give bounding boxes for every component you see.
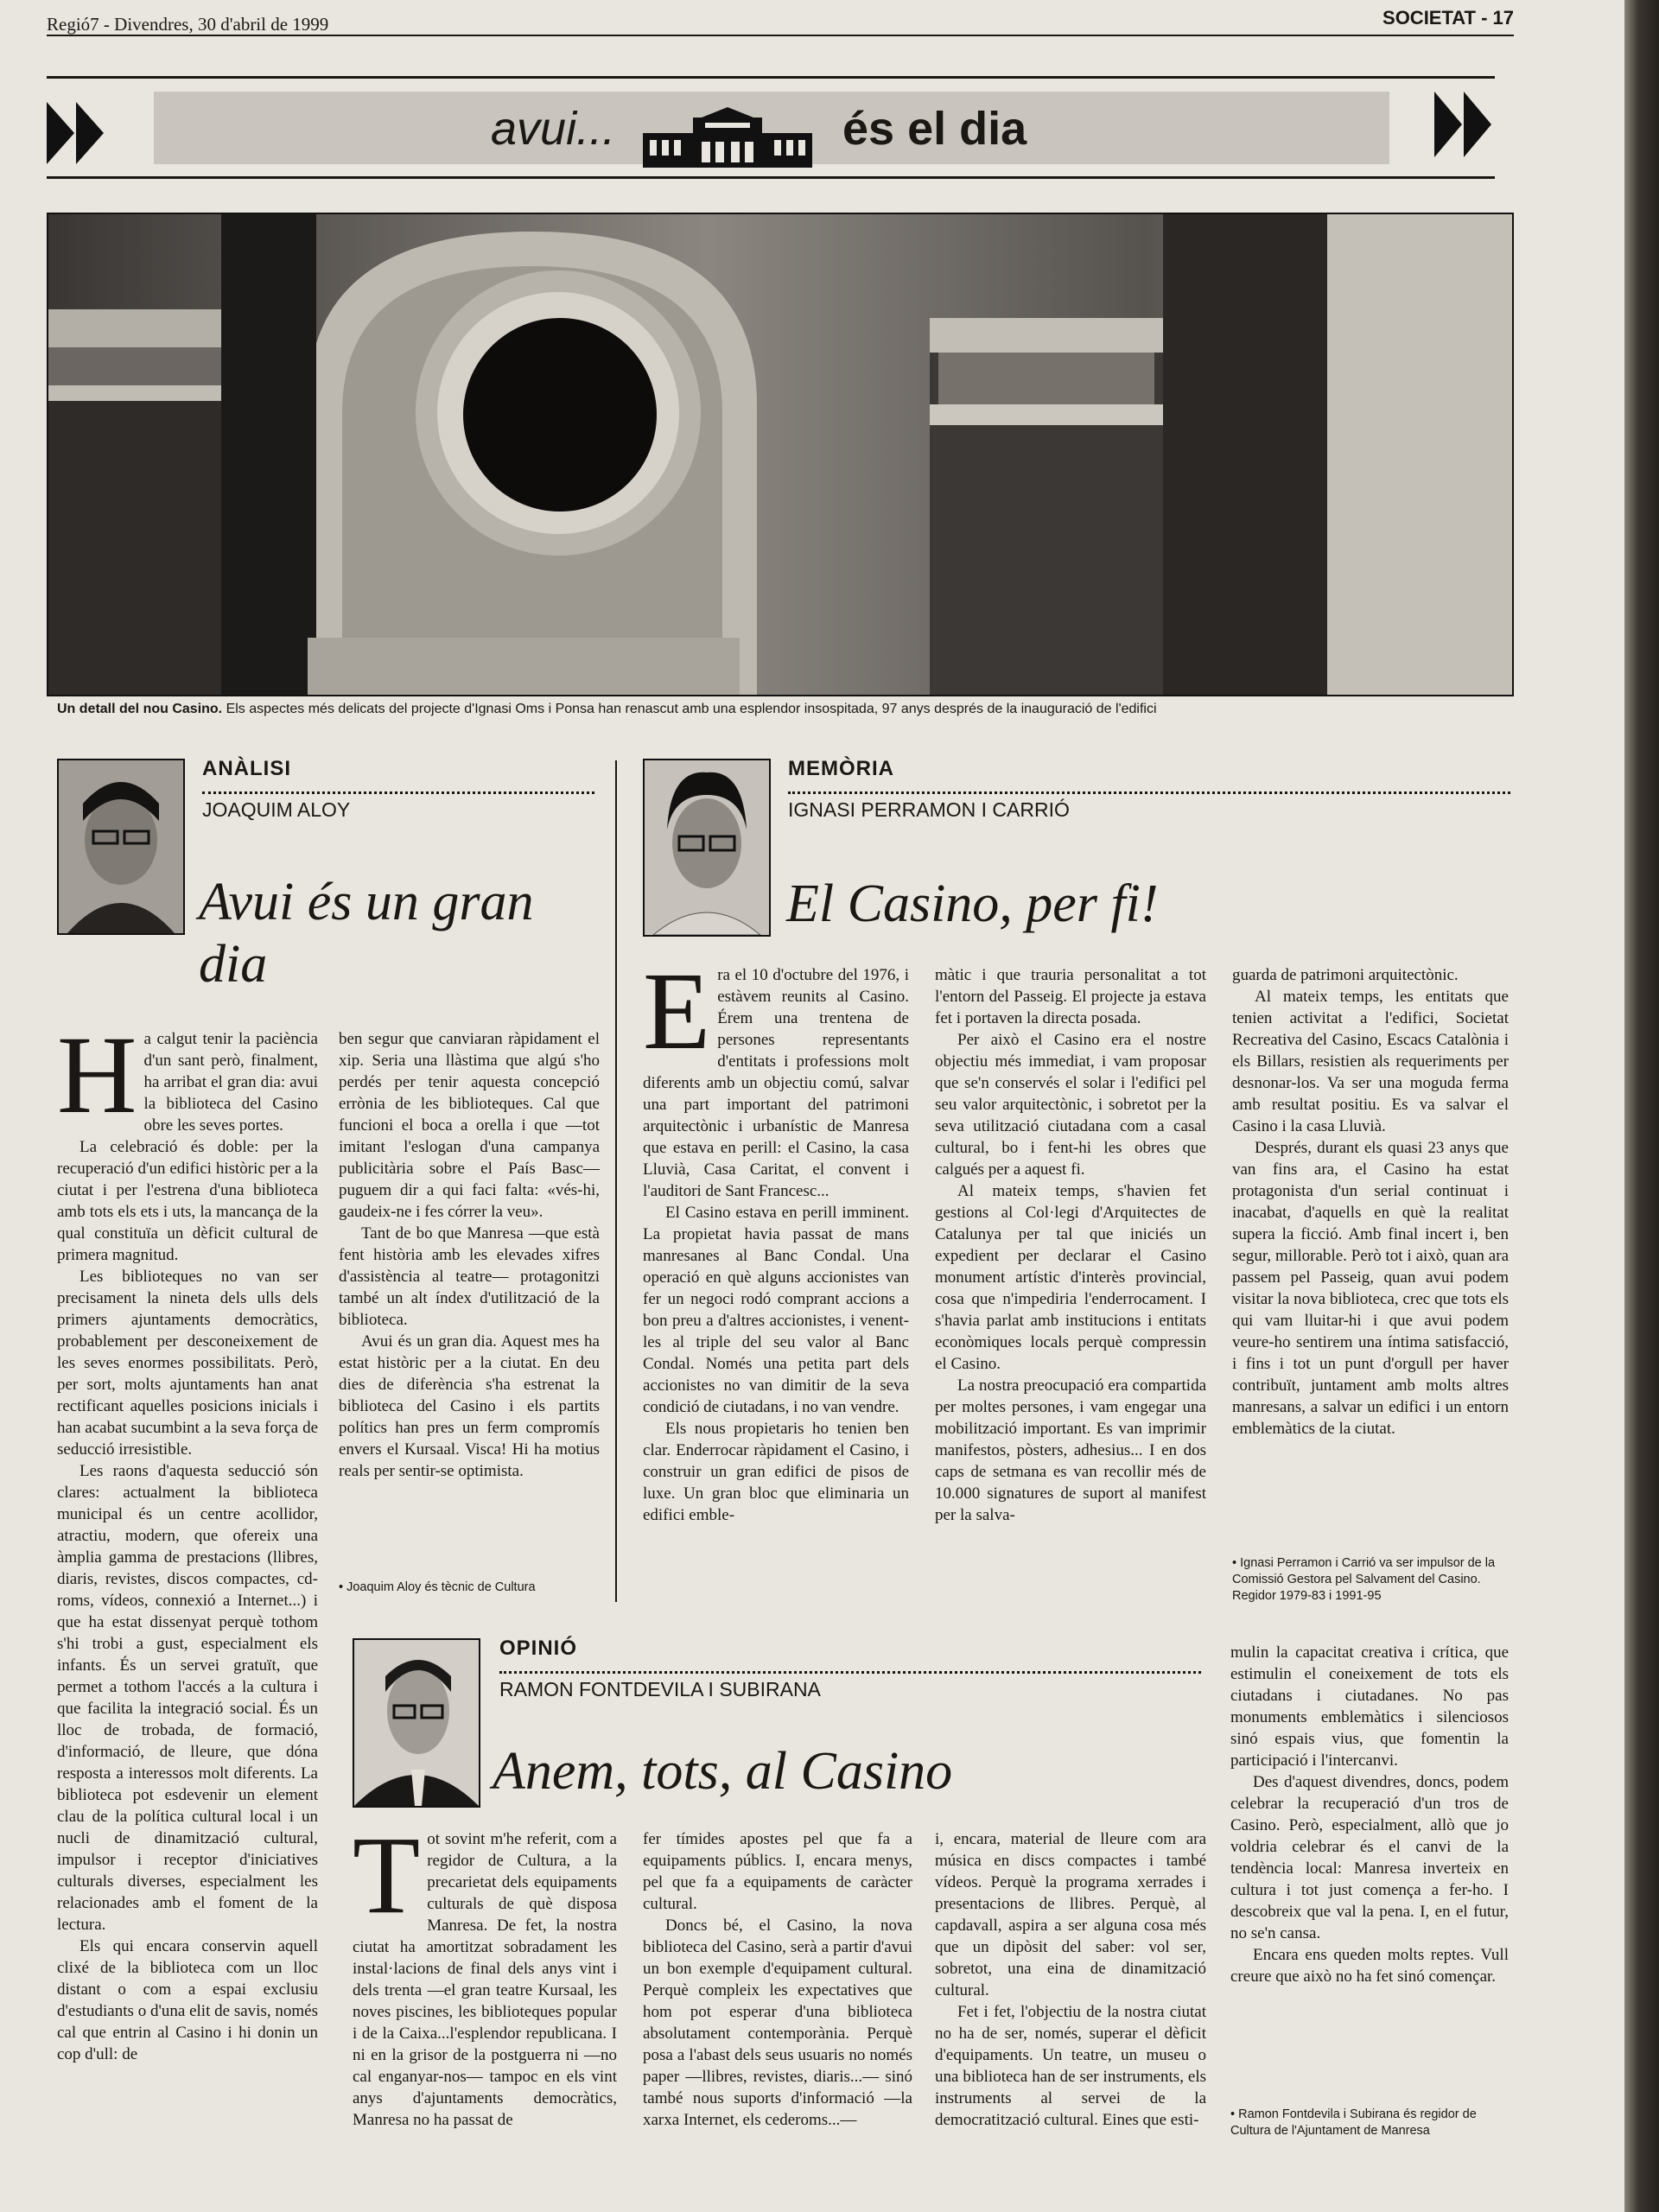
paragraph: Després, durant els quasi 23 anys que van fins ara, el Casino ha estat protagonista d'un serial continuat i inacabat, d'aquells en què la realitat supera la ficció. Amb final incert i, ben segur, millorable. Però tot i això, quan ara passem pel Passeig, quan avui podem visitar la nova biblioteca, crec que tots els qui vam lluitar-hi i que avui podem veure-ho sentirem una íntima satisfacció, i fins i tot un punt d'orgull per haver contribuït, juntament amb molts altres manresans, a salvar un edifici i un entorn emblemàtics de la ciutat. xyxy=(1232,1139,1509,1438)
paragraph: Encara ens queden molts reptes. Vull creure que això no ha fet sinó començar. xyxy=(1230,1946,1509,1986)
memoria-column-1 xyxy=(643,950,909,1526)
analisi-divider xyxy=(202,791,594,794)
opinio-author: RAMON FONTDEVILA I SUBIRANA xyxy=(499,1678,821,1700)
opinio-divider xyxy=(499,1671,1201,1674)
paragraph: màtic i que trauria personalitat a tot l'entorn del Passeig. El projecte ja estava fet i portaven la directa posada. xyxy=(935,966,1206,1027)
paragraph: mulin la capacitat creativa i crítica, que estimulin el coneixement de tots els ciutadans i ciutadanes. No pas monuments emblemàtics i silenciosos sinó espais vius, que fomentin la participació i l'intercanvi. xyxy=(1230,1643,1509,1770)
header-section: SOCIETAT - 17 xyxy=(1382,7,1514,29)
opinio-column-4 xyxy=(1230,1642,1509,1987)
opinio-author-note: • Ramon Fontdevila i Subirana és regidor de Cultura de l'Ajuntament de Manresa xyxy=(1230,2107,1477,2138)
analisi-column-1 xyxy=(57,1014,318,2065)
paragraph: Des d'aquest divendres, doncs, podem celebrar la recuperació d'un tros de Casino. Però, especialment, allò que jo voldria celebrar és el canvi de la tendència local: Manresa inverteix en cultura i tot just comença a fer-ho. I descobreix que val la pena. I, en el futur, no se'n cansa. xyxy=(1230,1773,1509,1942)
memoria-column-3 xyxy=(1232,964,1509,1440)
caption-text: Els aspectes més delicats del projecte d'Ignasi Oms i Ponsa han renascut amb una esplendor insospitada, 97 anys després de la inauguració de l'edifici xyxy=(222,702,1157,716)
opinio-column-3 xyxy=(935,1828,1206,2131)
banner-top-rule xyxy=(47,76,1495,79)
paragraph: ben segur que canviaran ràpidament el xip. Seria una llàstima que algú s'ho perdés per tenir aquesta concepció errònia de les biblioteques. Cal que funcioni el boca a orella i que —tot imitant l'eslogan d'una campanya publicitària sobre el País Basc— puguem dir a qui faci falta: «vés-hi, gaudeix-ne i fes córrer la veu». xyxy=(339,1030,600,1221)
memoria-kicker: MEMÒRIA xyxy=(788,757,894,780)
header-dateline: Regió7 - Divendres, 30 d'abril de 1999 xyxy=(47,14,329,35)
memoria-divider xyxy=(788,791,1510,794)
opinio-headline: Anem, tots, al Casino xyxy=(493,1742,953,1801)
avatar-joaquim-aloy xyxy=(57,759,185,935)
memoria-drop-cap: E xyxy=(643,950,711,1072)
analisi-drop-cap: H xyxy=(57,1014,137,1136)
opinio-column-1 xyxy=(353,1814,617,2131)
paragraph: fer tímides apostes pel que fa a equipaments públics. I, encara menys, pel que fa a equipaments de caràcter cultural. xyxy=(643,1830,912,1913)
paragraph: La celebració és doble: per la recuperació d'un edifici històric per a la ciutat i per l'estrena d'una biblioteca amb tots els ets i uts, la mancança de la qual constituïa un dèficit cultural de primera magnitud. xyxy=(57,1138,318,1264)
paragraph: guarda de patrimoni arquitectònic. xyxy=(1232,966,1459,984)
building-casino-icon xyxy=(641,107,814,174)
paragraph: Al mateix temps, les entitats que tenien activitat a l'edifici, Societat Recreativa del Casino, Escacs Catalònia i els Billars, resistien als requeriments per desnonar-los. Va ser una moguda ferma amb resultat positiu. Es va salvar el Casino i la casa Lluvià. xyxy=(1232,988,1509,1135)
paragraph: i, encara, material de lleure com ara música en discs compactes i també vídeos. Perquè la programa xerrades i presentacions de llibres. Perquè, al capdavall, aspira a ser alguna cosa més que un dipòsit del saber: vol ser, sobretot, una eina de dinamització cultural. xyxy=(935,1830,1206,1999)
paragraph: Al mateix temps, s'havien fet gestions al Col·legi d'Arquitectes de Catalunya per tal que iniciés un expedient per declarar el Casino monument artístic d'interès provincial, cosa que n'impediria l'enderrocament. I s'havia parlat amb institucions i entitats econòmiques locals perquè compressin el Casino. xyxy=(935,1182,1206,1373)
avatar-ignasi-perramon xyxy=(643,759,771,937)
banner-bottom-rule xyxy=(47,176,1495,179)
paragraph: Doncs bé, el Casino, la nova biblioteca del Casino, serà a partir d'avui un bon exemple d'equipament cultural. Perquè compleix les expectatives que hom pot esperar d'una biblioteca absolutament contemporània. Perquè posa a l'abast dels seus usuaris no només paper —llibres, revistes, diaris...— sinó també nous suports d'informació —la xarxa Internet, els cederoms...— xyxy=(643,1916,912,2129)
paragraph: El Casino estava en perill imminent. La propietat havia passat de mans manresanes al Banc Condal. Una operació en què alguns accionistes van fer un negoci rodó comprant accions a bon preu a d'altres accionistes, i venent-les al triple del seu valor al Banc Condal. Només una petita part dels accionistes no van dimitir de la seva condició de ciutadans, i no van vendre. xyxy=(643,1204,909,1416)
paragraph: Tant de bo que Manresa —que està fent història amb les elevades xifres d'assistència al teatre— protagonitzi també un alt índex d'utilització de la biblioteca. xyxy=(339,1224,600,1329)
photo-caption xyxy=(57,702,1509,717)
paragraph: ot sovint m'he referit, com a regidor de Cultura, a la precarietat dels equipaments culturals de què disposa Manresa. De fet, la nostra ciutat ha amortitzat sobradament les instal·lacions de final dels anys vint i dels trenta —el gran teatre Kursaal, les noves piscines, les biblioteques popular i de la Caixa...l'esplendor republicana. I ni en la grisor de la postguerra ni —no cal enganyar-nos— tampoc en els vint anys d'ajuntaments democràtics, Manresa no ha passat de xyxy=(353,1830,617,2129)
paragraph: Les biblioteques no van ser precisament la nineta dels ulls dels primers ajuntaments democràtics, probablement per desconeixement de les seves enormes possibilitats. Però, per sort, molts ajuntaments han anat rectificant aquelles posicions inicials i han acabat sucumbint a la seva força de seducció irresistible. xyxy=(57,1268,318,1459)
analisi-kicker: ANÀLISI xyxy=(202,757,291,780)
paragraph: Les raons d'aquesta seducció són clares: actualment la biblioteca municipal és un centre acollidor, atractiu, modern, que ofereix una àmplia gamma de prestacions (llibres, diaris, revistes, discos compactes, cd-roms, vídeos, connexió a Internet...) i que ha estat dissenyat perquè tothom s'hi trobi a gust, especialment els infants. És un servei gratuït, que permet a tothom l'accés a la cultura i que facilita la integració social. És un lloc de trobada, de formació, d'informació, de lleure, que dóna resposta a interessos molt diferents. La biblioteca pot esdevenir un element clau de la política cultural local i un nucli de dinamització cultural, impulsor i receptor d'iniciatives culturals diverses, especialment les relacionades amb el foment de la lectura. xyxy=(57,1462,318,1934)
banner-left-text: avui... xyxy=(491,103,616,155)
paragraph: Els qui encara conservin aquell clixé de la biblioteca com un lloc distant o com a espai exclusiu d'estudiants o d'una elit de savis, només cal que entrin al Casino i hi donin un cop d'ull: de xyxy=(57,1937,318,2063)
memoria-column-2 xyxy=(935,964,1206,1526)
analisi-author-note: • Joaquim Aloy és tècnic de Cultura xyxy=(339,1580,536,1594)
opinio-column-2 xyxy=(643,1828,912,2131)
paragraph: Fet i fet, l'objectiu de la nostra ciutat no ha de ser, només, superar el dèficit d'equipaments. Un teatre, un museu o una biblioteca han de ser instruments, els instruments al servei de la democratització cultural. Eines que esti- xyxy=(935,2003,1206,2129)
caption-lead: Un detall del nou Casino. xyxy=(57,702,223,716)
analisi-headline: Avui és un gran dia xyxy=(199,873,534,994)
analisi-author: JOAQUIM ALOY xyxy=(202,798,351,821)
opinio-kicker: OPINIÓ xyxy=(499,1637,578,1660)
paragraph: Per això el Casino era el nostre objectiu més immediat, i vam proposar que se'n conservés el solar i l'edifici pel seu valor arquitectònic, i sobretot per la seva utilització ciutadana com a casal cultural, bo i fent-hi les obres que calgués per a aquest fi. xyxy=(935,1031,1206,1179)
memoria-headline: El Casino, per fi! xyxy=(786,874,1159,933)
casino-photo xyxy=(47,213,1514,696)
column-divider xyxy=(615,760,617,1602)
memoria-author: IGNASI PERRAMON I CARRIÓ xyxy=(788,798,1070,821)
paragraph: Avui és un gran dia. Aquest mes ha estat històric per a la ciutat. En deu dies de diferència s'ha estrenat la biblioteca del Casino i els partits polítics han pres un ferm compromís envers el Kursaal. Visca! Hi ha motius reals per sentir-se optimista. xyxy=(339,1332,600,1480)
avatar-ramon-fontdevila xyxy=(353,1638,480,1808)
page-shadow-edge xyxy=(1624,0,1659,2212)
double-arrow-right-icon xyxy=(47,102,107,168)
paragraph: Els nous propietaris ho tenien ben clar. Enderrocar ràpidament el Casino, i construir un gran edifici de pisos de luxe. Un gran bloc que eliminaria un edifici emble- xyxy=(643,1420,909,1524)
paragraph: ra el 10 d'octubre del 1976, i estàvem reunits al Casino. Érem una trentena de persones representants d'entitats i professions molt diferents amb un objectiu comú, salvar una part important del patrimoni arquitectònic i urbanístic de Manresa que estava en perill: el Casino, la casa Lluvià, Casa Caritat, el convent i l'auditori de Sant Francesc... xyxy=(643,966,909,1200)
memoria-author-note: • Ignasi Perramon i Carrió va ser impulsor de la Comissió Gestora pel Salvament del Casino. Regidor 1979-83 i 1991-95 xyxy=(1232,1556,1496,1603)
header-rule xyxy=(47,35,1514,36)
double-arrow-right-icon xyxy=(1434,92,1495,162)
paragraph: a calgut tenir la paciència d'un sant però, finalment, ha arribat el gran dia: avui la biblioteca del Casino obre les seves portes. xyxy=(143,1030,318,1135)
analisi-column-2 xyxy=(339,1028,600,1482)
paragraph: La nostra preocupació era compartida per moltes persones, i vam engegar una mobilització important. Es van imprimir manifestos, pòsters, adhesius... I en dos caps de setmana es van recollir més de 10.000 signatures de suport al manifest per la salva- xyxy=(935,1376,1206,1524)
opinio-drop-cap: T xyxy=(353,1814,421,1936)
banner-right-text: és el dia xyxy=(842,103,1027,155)
